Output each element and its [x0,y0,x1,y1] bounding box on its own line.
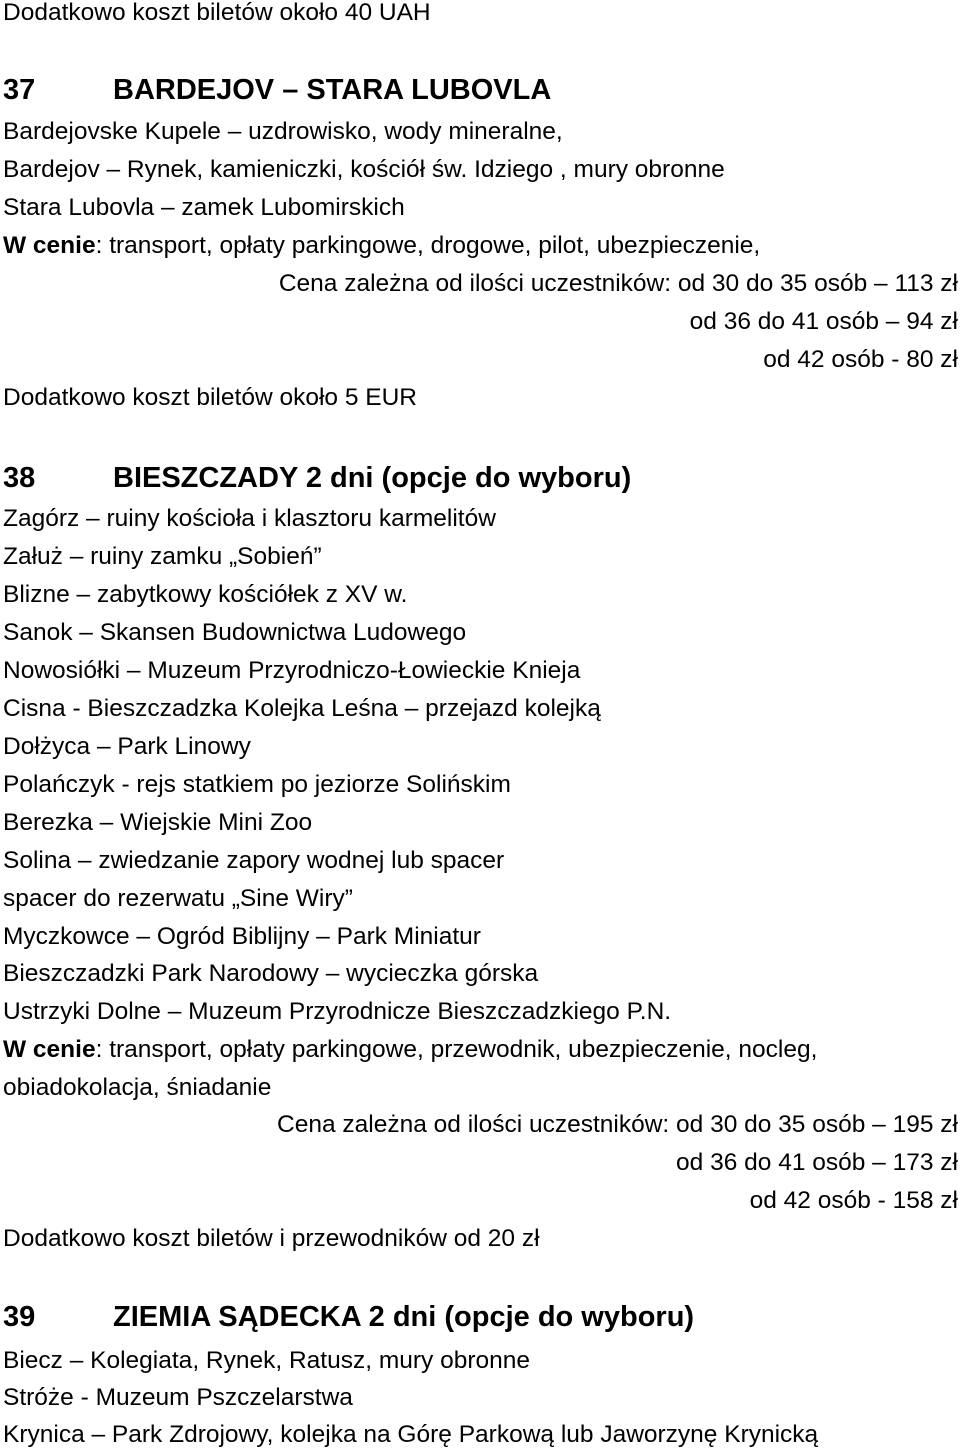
section-38-line: Ustrzyki Dolne – Muzeum Przyrodnicze Bieszczadzkiego P.N. [3,998,672,1025]
top-ticket-note: Dodatkowo koszt biletów około 40 UAH [3,0,431,26]
section-38-line: Polańczyk - rejs statkiem po jeziorze Solińskim [3,771,511,798]
section-39-line: Stróże - Muzeum Pszczelarstwa [3,1384,353,1411]
section-37-line: Bardejovske Kupele – uzdrowisko, wody mineralne, [3,118,563,145]
section-39-title: ZIEMIA SĄDECKA 2 dni (opcje do wyboru) [113,1301,695,1333]
section-37-number: 37 [3,74,36,106]
section-38-included-continued: obiadokolacja, śniadanie [3,1074,272,1101]
section-38-heading [3,456,631,500]
section-38-line: Cisna - Bieszczadzka Kolejka Leśna – przejazd kolejką [3,695,601,722]
section-38-line: Myczkowce – Ogród Biblijny – Park Miniatur [3,923,481,950]
section-38-included-text: : transport, opłaty parkingowe, przewodnik, ubezpieczenie, nocleg, [95,1036,818,1063]
section-39-number: 39 [3,1301,36,1333]
section-38-included-label: W cenie [3,1036,96,1063]
section-37-included-text: : transport, opłaty parkingowe, drogowe, pilot, ubezpieczenie, [95,232,761,259]
section-37-included [3,227,760,265]
section-37-price-line: od 42 osób - 80 zł [763,346,958,373]
section-37-included-label: W cenie [3,232,96,259]
section-38-line: Nowosiółki – Muzeum Przyrodniczo-Łowieckie Knieja [3,657,581,684]
section-37-line: Bardejov – Rynek, kamieniczki, kościół św. Idziego , mury obronne [3,156,725,183]
section-37-title: BARDEJOV – STARA LUBOVLA [113,74,552,106]
section-37-extra-note: Dodatkowo koszt biletów około 5 EUR [3,384,417,411]
section-37-price-line: od 36 do 41 osób – 94 zł [689,308,958,335]
section-38-price-line: od 36 do 41 osób – 173 zł [676,1149,958,1176]
section-38-line: spacer do rezerwatu „Sine Wiry” [3,885,353,912]
section-38-included [3,1031,817,1069]
section-38-line: Blizne – zabytkowy kościółek z XV w. [3,581,408,608]
section-38-number: 38 [3,462,36,494]
section-39-line: Krynica – Park Zdrojowy, kolejka na Górę Parkową lub Jaworzynę Krynicką [3,1421,819,1448]
section-38-line: Załuż – ruiny zamku „Sobień” [3,543,322,570]
section-37-heading [3,68,551,112]
section-39-heading [3,1295,694,1339]
section-38-line: Zagórz – ruiny kościoła i klasztoru karmelitów [3,505,496,532]
section-38-price-line: od 42 osób - 158 zł [749,1187,958,1214]
section-38-line: Bieszczadzki Park Narodowy – wycieczka górska [3,960,539,987]
section-38-extra-note: Dodatkowo koszt biletów i przewodników od 20 zł [3,1225,540,1252]
section-39-line: Biecz – Kolegiata, Rynek, Ratusz, mury obronne [3,1347,531,1374]
section-37-line: Stara Lubovla – zamek Lubomirskich [3,194,405,221]
section-38-price-line: Cena zależna od ilości uczestników: od 30 do 35 osób – 195 zł [277,1111,958,1138]
section-38-line: Solina – zwiedzanie zapory wodnej lub spacer [3,847,505,874]
section-38-line: Berezka – Wiejskie Mini Zoo [3,809,313,836]
section-38-line: Sanok – Skansen Budownictwa Ludowego [3,619,467,646]
section-37-price-line: Cena zależna od ilości uczestników: od 30 do 35 osób – 113 zł [278,270,958,297]
section-38-title: BIESZCZADY 2 dni (opcje do wyboru) [113,462,632,494]
section-38-line: Dołżyca – Park Linowy [3,733,251,760]
